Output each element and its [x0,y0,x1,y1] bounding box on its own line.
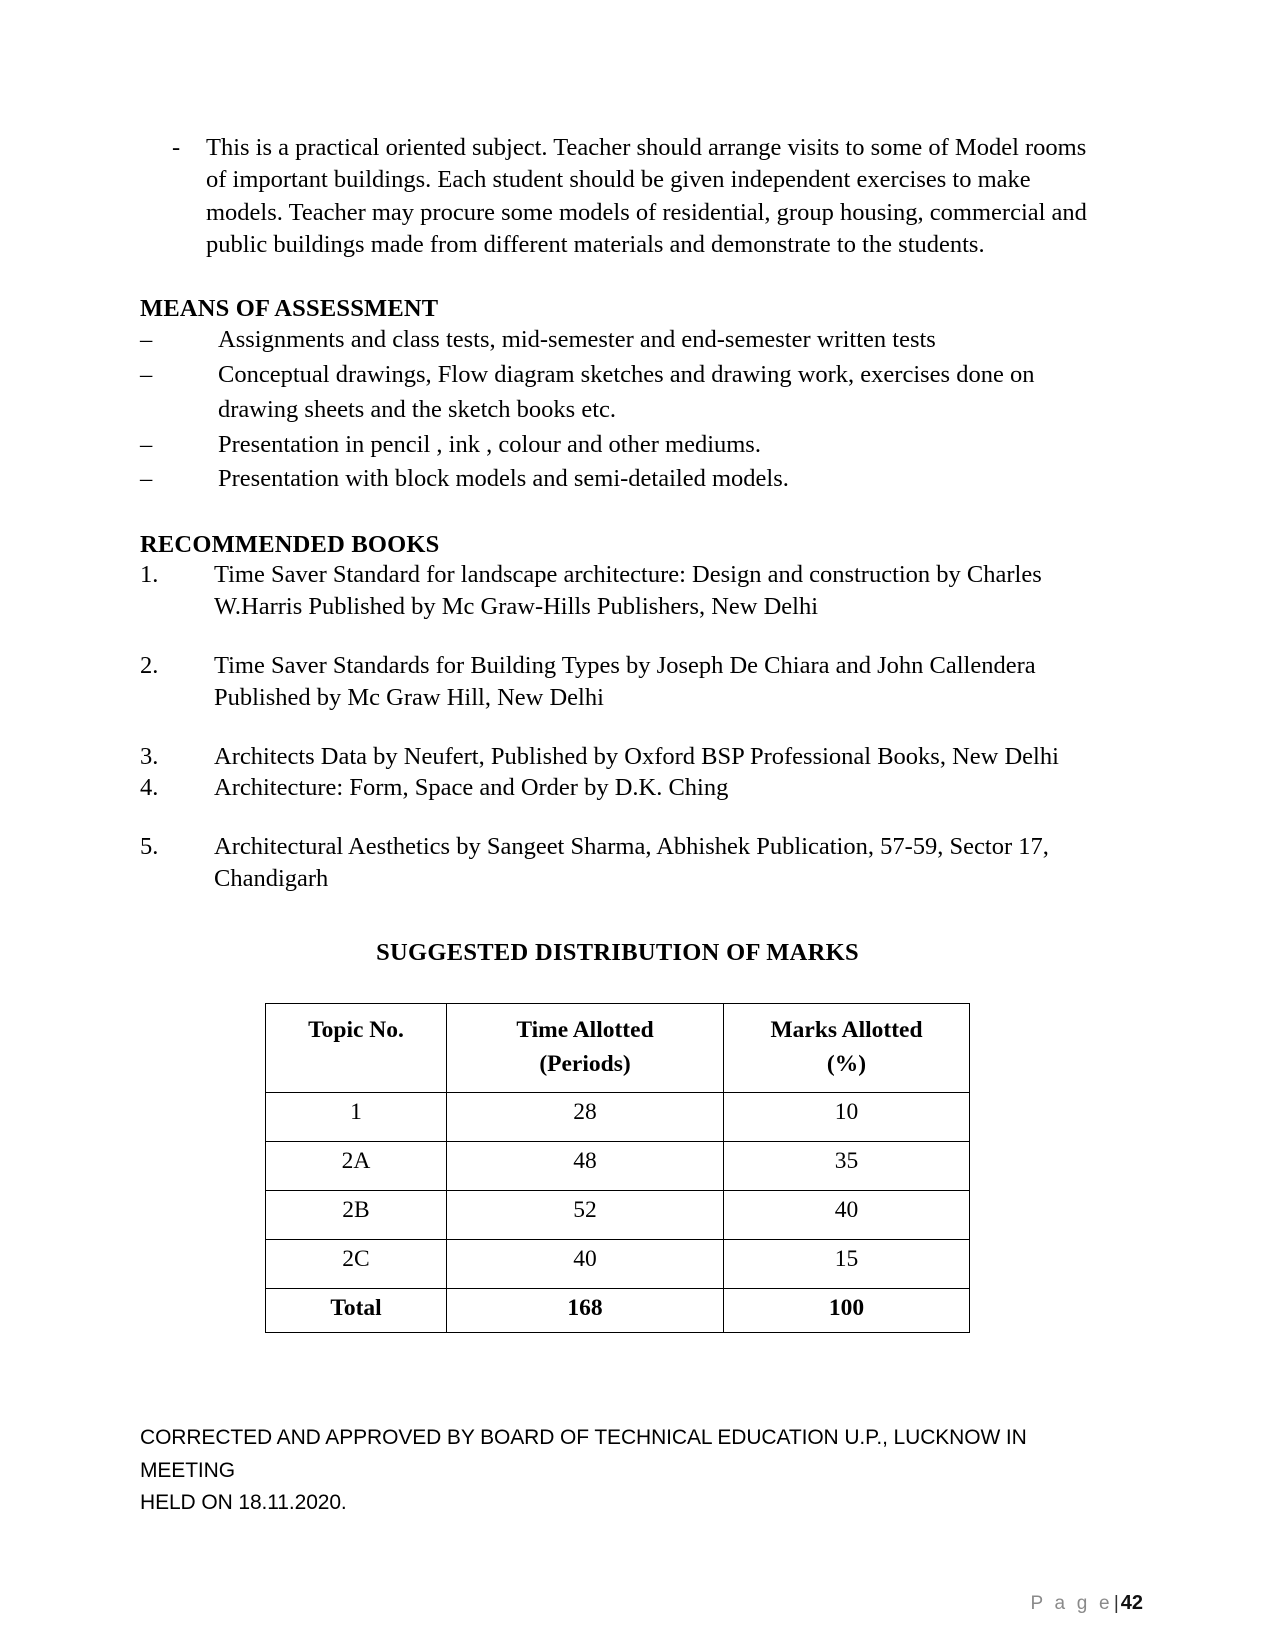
dash-marker: – [140,326,153,354]
table-header-row [266,1003,970,1092]
recommended-books-list [140,559,1095,895]
list-item-text: Architecture: Form, Space and Order by D.K. Ching [214,774,729,802]
list-item [140,741,1095,773]
cell-time: 40 [447,1240,724,1289]
cell-marks: 35 [724,1142,970,1191]
cell-time: 28 [447,1093,724,1142]
assessment-list [140,323,1095,497]
list-item-text: Time Saver Standards for Building Types by Joseph De Chiara and John Callendera Published by Mc Graw Hill, New Delhi [214,651,1036,711]
list-item-number: 4. [140,774,159,802]
column-header-marks-line2: (%) [826,1051,867,1078]
list-item [140,358,1095,428]
page-label: P a g e [1030,1593,1113,1614]
document-body [140,132,1095,1333]
list-item-number: 5. [140,833,159,861]
table-row [266,1142,970,1191]
column-header-marks-line1: Marks Allotted [770,1016,923,1043]
list-item [140,428,1095,463]
table-header [266,1003,970,1092]
list-item-number: 2. [140,651,159,679]
list-item-text: Time Saver Standard for landscape architecture: Design and construction by Charles W.Harris Published by Mc Graw-Hills Publishers, New Delhi [214,561,1042,621]
page-separator: | [1113,1593,1119,1614]
intro-bullet [140,132,1095,261]
cell-time: 48 [447,1142,724,1191]
cell-total-marks: 100 [724,1289,970,1333]
intro-bullet-marker: - [172,134,181,161]
list-item-text: Assignments and class tests, mid-semester and end-semester written tests [218,326,936,354]
spacer [140,804,1095,831]
list-item-text: Architectural Aesthetics by Sangeet Sharma, Abhishek Publication, 57-59, Sector 17, Chandigarh [214,833,1049,893]
cell-marks: 10 [724,1093,970,1142]
table-total-row [266,1289,970,1333]
recommended-books-heading: RECOMMENDED BOOKS [140,531,440,559]
list-item-number: 1. [140,561,159,589]
list-item [140,462,1095,497]
list-item-text: Presentation with block models and semi-detailed models. [218,465,789,493]
intro-bullet-text: This is a practical oriented subject. Teacher should arrange visits to some of Model rooms of important buildings. Each student should be given independent exercises to make models. Teacher may procure some models of residential, group housing, commercial and public buildings made from different materials and demonstrate to the students. [206,134,1087,258]
cell-time: 52 [447,1191,724,1240]
cell-total-label: Total [266,1289,447,1333]
list-item [140,650,1095,714]
list-item [140,831,1095,895]
table-row [266,1093,970,1142]
spacer [140,497,1095,531]
dash-marker: – [140,361,153,389]
marks-distribution-table [265,1003,970,1333]
dash-marker: – [140,465,153,493]
cell-total-time: 168 [447,1289,724,1333]
spacer [140,714,1095,741]
approval-footer [140,1422,1080,1520]
spacer [140,261,1095,295]
approval-footer-line1: CORRECTED AND APPROVED BY BOARD OF TECHNICAL EDUCATION U.P., LUCKNOW IN MEETING [140,1426,1027,1482]
column-header-time-line2: (Periods) [539,1051,631,1078]
marks-table-wrapper [140,1003,1095,1333]
column-header-topic [266,1003,447,1092]
column-header-time-line1: Time Allotted [516,1016,654,1043]
cell-topic: 2C [266,1240,447,1289]
cell-topic: 2B [266,1191,447,1240]
list-item-number: 3. [140,742,159,770]
column-header-marks [724,1003,970,1092]
cell-topic: 1 [266,1093,447,1142]
column-header-topic-line1: Topic No. [308,1016,404,1043]
table-row [266,1191,970,1240]
marks-table-title: SUGGESTED DISTRIBUTION OF MARKS [376,938,859,966]
page-number-footer [1031,1592,1143,1615]
column-header-time [447,1003,724,1092]
cell-marks: 15 [724,1240,970,1289]
means-of-assessment-heading: MEANS OF ASSESSMENT [140,295,439,323]
spacer [140,623,1095,650]
approval-footer-line2: HELD ON 18.11.2020. [140,1491,347,1515]
list-item [140,323,1095,358]
list-item-text: Architects Data by Neufert, Published by Oxford BSP Professional Books, New Delhi [214,742,1059,770]
page-number-value: 42 [1120,1592,1143,1614]
table-row [266,1240,970,1289]
list-item-text: Conceptual drawings, Flow diagram sketches and drawing work, exercises done on drawing sheets and the sketch books etc. [218,361,1035,423]
list-item [140,559,1095,623]
list-item-text: Presentation in pencil , ink , colour and other mediums. [218,430,761,458]
cell-topic: 2A [266,1142,447,1191]
dash-marker: – [140,430,153,458]
cell-marks: 40 [724,1191,970,1240]
table-body [266,1093,970,1333]
list-item [140,772,1095,804]
